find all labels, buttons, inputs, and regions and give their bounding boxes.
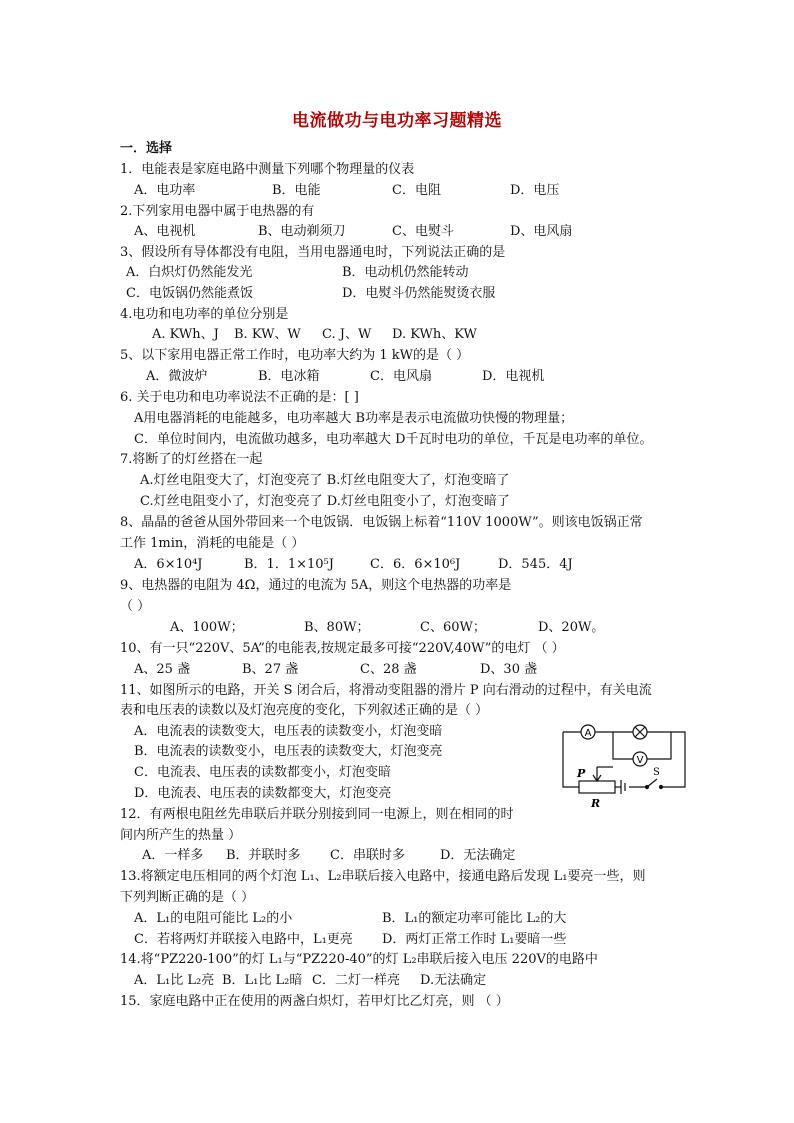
q4-option-a: A. KWh、J xyxy=(152,327,219,342)
q12-option-c: C．串联时多 xyxy=(330,848,405,863)
q2-option-b: B、电动剃须刀 xyxy=(258,224,346,239)
q14-option-a: A．L₁比 L₂亮 xyxy=(134,973,215,988)
q14-option-d: D.无法确定 xyxy=(420,973,487,988)
q9-option-a: A、100W； xyxy=(170,620,244,635)
q6-options-cd: C．单位时间内，电流做功越多，电功率越大 D千瓦时电功的单位，千瓦是电功率的单位。 xyxy=(134,432,653,447)
q7-options-cd: C.灯丝电阻变小了，灯泡变亮了 D.灯丝电阻变小了，灯泡变暗了 xyxy=(140,494,510,509)
question-11-cont: 表和电压表的读数以及灯泡亮度的变化，下列叙述正确的是（ ） xyxy=(120,703,489,718)
q3-option-b: B．电动机仍然能转动 xyxy=(342,265,469,280)
q12-option-d: D．无法确定 xyxy=(440,848,516,863)
q11-option-c: C．电流表、电压表的读数都变小，灯泡变暗 xyxy=(134,765,391,780)
q5-option-d: D．电视机 xyxy=(482,369,545,384)
q5-option-c: C．电风扇 xyxy=(370,369,432,384)
switch-label: S xyxy=(653,767,660,778)
question-5: 5、以下家用电器正常工作时，电功率大约为 1 kW的是（ ） xyxy=(120,348,470,363)
q14-option-b: B．L₁比 L₂暗 xyxy=(222,973,303,988)
q8-option-b: B．1．1×10⁵J xyxy=(244,557,334,572)
question-15: 15．家庭电路中正在使用的两盏白炽灯，若甲灯比乙灯亮，则 （ ） xyxy=(120,994,509,1009)
q13-option-d: D．两灯正常工作时 L₁要暗一些 xyxy=(382,932,567,947)
question-14: 14.将“PZ220-100”的灯 L₁与“PZ220-40”的灯 L₂串联后接入电压 220V的电路中 xyxy=(120,952,598,967)
q3-option-a: A．白炽灯仍然能发光 xyxy=(126,265,253,280)
q9-option-c: C、60W； xyxy=(420,620,486,635)
q3-option-c: C．电饭锅仍然能煮饭 xyxy=(126,286,253,301)
q11-option-d: D．电流表、电压表的读数都变大，灯泡变亮 xyxy=(134,786,392,801)
question-6: 6. 关于电功和电功率说法不正确的是：[ ] xyxy=(120,390,359,405)
q4-option-b: B. KW、W xyxy=(234,327,301,342)
q10-option-b: B、27 盏 xyxy=(242,662,299,677)
q1-option-a: A．电功率 xyxy=(134,183,196,198)
q1-option-c: C．电阻 xyxy=(392,183,441,198)
q12-option-b: B．并联时多 xyxy=(226,848,301,863)
question-3: 3、假设所有导体都没有电阻，当用电器通电时，下列说法正确的是 xyxy=(120,245,506,260)
q6-options-ab: A用电器消耗的电能越多，电功率越大 B功率是表示电流做功快慢的物理量； xyxy=(134,411,574,426)
q9-option-b: B、80W； xyxy=(304,620,370,635)
circuit-diagram xyxy=(553,717,693,809)
q7-options-ab: A.灯丝电阻变大了，灯泡变亮了 B.灯丝电阻变大了，灯泡变暗了 xyxy=(140,473,510,488)
page-title: 电流做功与电功率习题精选 xyxy=(292,111,502,131)
question-7: 7.将断了的灯丝搭在一起 xyxy=(120,452,263,467)
q3-option-d: D．电熨斗仍然能熨烫衣服 xyxy=(342,286,496,301)
q2-option-d: D、电风扇 xyxy=(510,224,573,239)
question-13: 13.将额定电压相同的两个灯泡 L₁、L₂串联后接入电路中，接通电路后发现 L₁要亮一些，则 xyxy=(120,869,646,884)
q10-option-a: A、25 盏 xyxy=(134,662,191,677)
q9-answer-paren: （ ） xyxy=(120,599,151,614)
q11-option-b: B．电流表的读数变小，电压表的读数变大，灯泡变亮 xyxy=(134,744,443,759)
q2-option-a: A、电视机 xyxy=(134,224,196,239)
q8-option-d: D．545．4J xyxy=(498,557,573,572)
slider-label: P xyxy=(577,767,586,780)
question-12: 12．有两根电阻丝先串联后并联分别接到同一电源上，则在相同的时 xyxy=(120,807,514,822)
question-4: 4.电功和电功率的单位分别是 xyxy=(120,307,289,322)
q12-option-a: A．一样多 xyxy=(142,848,204,863)
q5-option-a: A．微波炉 xyxy=(146,369,208,384)
q14-option-c: C．二灯一样亮 xyxy=(312,973,400,988)
lamp-icon xyxy=(633,725,647,739)
question-9: 9、电热器的电阻为 4Ω，通过的电流为 5A，则这个电热器的功率是 xyxy=(120,578,512,593)
question-8-cont: 工作 1min，消耗的电能是（ ） xyxy=(120,536,305,551)
question-10: 10、有一只“220V、5A”的电能表,按规定最多可接“220V,40W”的电灯 （ ） xyxy=(120,641,565,656)
question-12-cont: 间内所产生的热量 ） xyxy=(120,828,242,843)
q9-option-d: D、20W。 xyxy=(538,620,605,635)
q11-option-a: A．电流表的读数变大，电压表的读数变小，灯泡变暗 xyxy=(134,724,443,739)
q1-option-b: B．电能 xyxy=(272,183,321,198)
question-8: 8、晶晶的爸爸从国外带回来一个电饭锅．电饭锅上标着“110V 1000W”。则该电饭锅正常 xyxy=(120,515,643,530)
q13-option-a: A．L₁的电阻可能比 L₂的小 xyxy=(134,911,293,926)
q13-option-c: C．若将两灯并联接入电路中，L₁更亮 xyxy=(134,932,353,947)
ammeter-label: A xyxy=(584,728,592,739)
q4-option-d: D. KWh、KW xyxy=(392,327,477,342)
q8-option-c: C．6．6×10⁶J xyxy=(370,557,461,572)
q1-option-d: D．电压 xyxy=(510,183,560,198)
question-1: 1．电能表是家庭电路中测量下列哪个物理量的仪表 xyxy=(120,162,415,177)
q10-option-d: D、30 盏 xyxy=(480,662,538,677)
q8-option-a: A．6×10⁴J xyxy=(134,557,203,572)
q5-option-b: B．电冰箱 xyxy=(258,369,320,384)
q10-option-c: C、28 盏 xyxy=(360,662,417,677)
question-13-cont: 下列判断正确的是（ ） xyxy=(120,890,255,905)
voltmeter-label: V xyxy=(636,755,644,766)
rheostat-label: R xyxy=(591,797,601,809)
question-2: 2.下列家用电器中属于电热器的有 xyxy=(120,204,315,219)
question-11: 11、如图所示的电路，开关 S 闭合后，将滑动变阻器的滑片 P 向右滑动的过程中，有关电流 xyxy=(120,683,652,698)
q2-option-c: C、电熨斗 xyxy=(392,224,454,239)
q13-option-b: B．L₁的额定功率可能比 L₂的大 xyxy=(382,911,567,926)
q4-option-c: C. J、W xyxy=(322,327,372,342)
section-heading: 一．选择 xyxy=(120,141,173,156)
